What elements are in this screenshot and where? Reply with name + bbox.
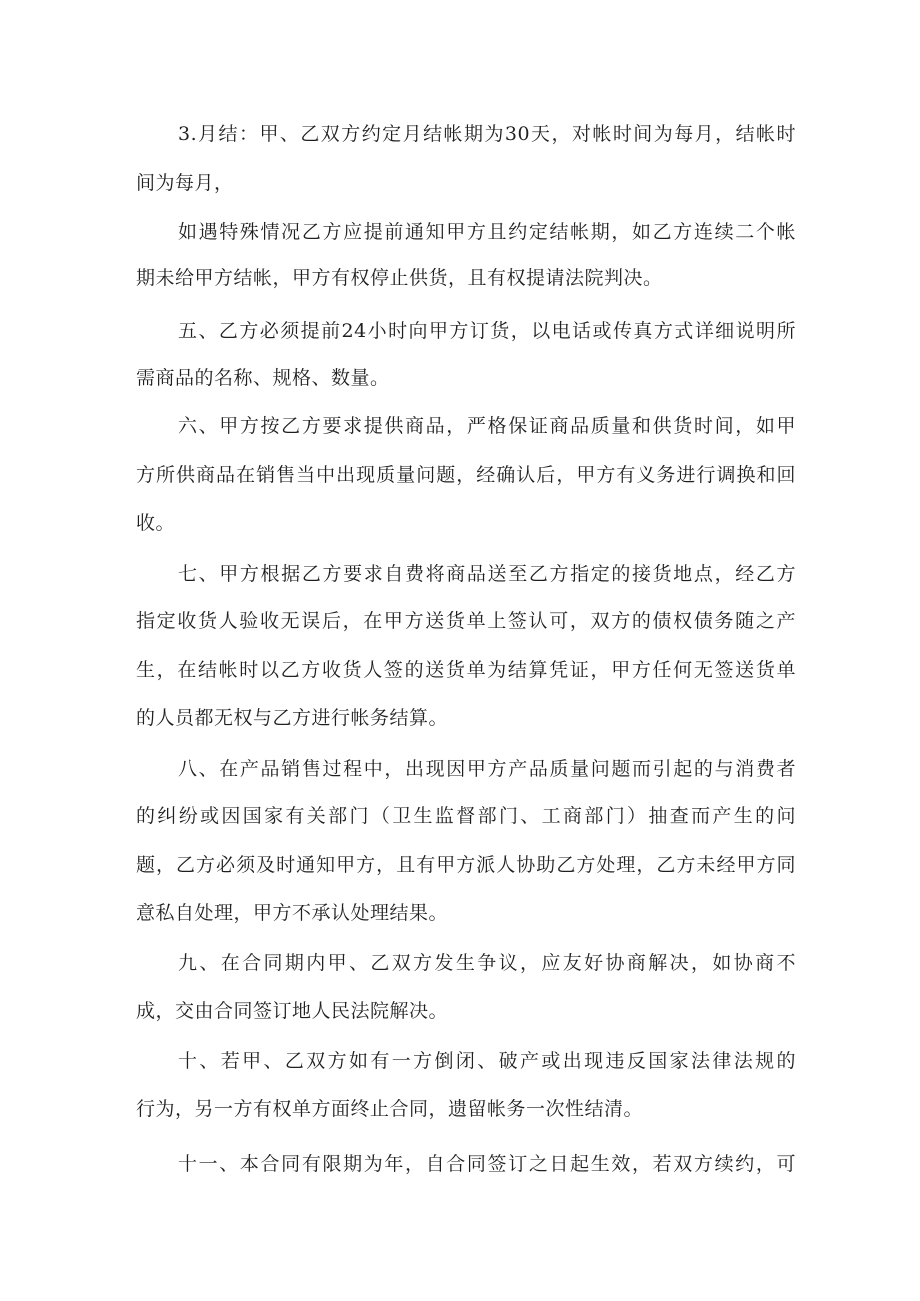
clause-3-note-line-2: 期未给甲方结帐，甲方有权停止供货，且有权提请法院判决。	[136, 267, 663, 289]
clause-7-line-3: 生，在结帐时以乙方收货人签的送货单为结算凭证，甲方任何无签送货单	[136, 659, 796, 681]
clause-7-line-4: 的人员都无权与乙方进行帐务结算。	[136, 707, 449, 729]
clause-9-line-1: 九、在合同期内甲、乙双方发生争议，应友好协商解决，如协商不	[178, 952, 796, 974]
clause-3-line-2: 间为每月，	[136, 172, 234, 194]
clause-3-line-1: 3.月结：甲、乙双方约定月结帐期为30天，对帐时间为每月，结帐时	[178, 123, 796, 145]
clause-8-line-1: 八、在产品销售过程中，出现因甲方产品质量问题而引起的与消费者	[178, 758, 796, 780]
clause-9-line-2: 成，交由合同签订地人民法院解决。	[136, 1000, 449, 1022]
clause-8-line-4: 意私自处理，甲方不承认处理结果。	[136, 902, 449, 924]
clause-11-line-1: 十一、本合同有限期为年，自合同签订之日起生效，若双方续约，可	[178, 1153, 796, 1175]
clause-6-line-3: 收。	[136, 512, 176, 534]
clause-7-line-2: 指定收货人验收无误后，在甲方送货单上签认可，双方的债权债务随之产	[136, 610, 796, 632]
clause-8-line-2: 的纠纷或因国家有关部门（卫生监督部门、工商部门）抽查而产生的问	[136, 805, 796, 827]
clause-10-line-2: 行为，另一方有权单方面终止合同，遗留帐务一次性结清。	[136, 1098, 644, 1120]
clause-6-line-2: 方所供商品在销售当中出现质量问题，经确认后，甲方有义务进行调换和回	[136, 464, 796, 486]
clause-5-line-1: 五、乙方必须提前24小时向甲方订货，以电话或传真方式详细说明所	[178, 320, 796, 342]
clause-5-line-2: 需商品的名称、规格、数量。	[136, 367, 390, 389]
clause-6-line-1: 六、甲方按乙方要求提供商品，严格保证商品质量和供货时间，如甲	[178, 415, 796, 437]
clause-10-line-1: 十、若甲、乙双方如有一方倒闭、破产或出现违反国家法律法规的	[178, 1050, 796, 1072]
clause-7-line-1: 七、甲方根据乙方要求自费将商品送至乙方指定的接货地点，经乙方	[178, 563, 796, 585]
clause-3-note-line-1: 如遇特殊情况乙方应提前通知甲方且约定结帐期，如乙方连续二个帐	[178, 221, 796, 243]
clause-8-line-3: 题，乙方必须及时通知甲方，且有甲方派人协助乙方处理，乙方未经甲方同	[136, 854, 796, 876]
